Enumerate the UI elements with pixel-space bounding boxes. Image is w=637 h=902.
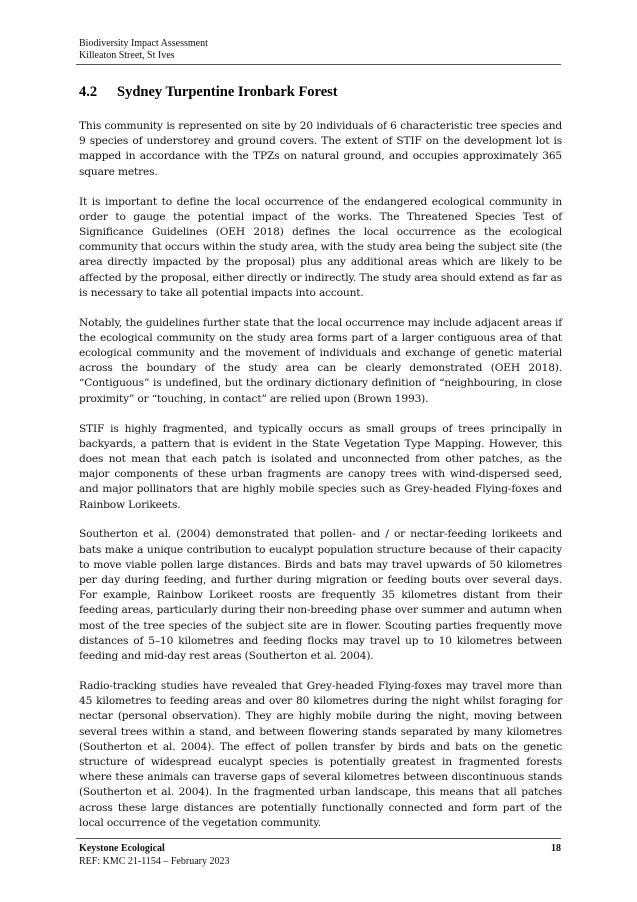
section-title: Sydney Turpentine Ironbark Forest — [117, 84, 338, 100]
page-number: 18 — [551, 843, 561, 854]
footer-divider — [76, 838, 561, 839]
paragraph-5: Southerton et al. (2004) demonstrated that pollen- and / or nectar-feeding lorikeets and bats make a unique contribution to eucalypt population structure because of their capacity to move viable pollen large distances. Birds and bats may travel upwards of 50 kilometres per day during feeding, and further during migration or feeding bouts over several days. For example, Rainbow Lorikeet roosts are frequently 35 kilometres distant from their feeding areas, particularly during their non-breeding phase over summer and autumn when most of the tree species of the subject site are in flower. Scouting parties frequently move distances of 5–10 kilometres and feeding flocks may travel up to 10 kilometres between feeding and mid-day rest areas (Southerton et al. 2004). — [79, 528, 562, 663]
paragraph-4: STIF is highly fragmented, and typically occurs as small groups of trees principally in backyards, a pattern that is evident in the State Vegetation Type Mapping. However, this does not mean that each patch is isolated and unconnected from other patches, as the major components of these urban fragments are canopy trees with wind-dispersed seed, and major pollinators that are highly mobile species such as Grey-headed Flying-foxes and Rainbow Lorikeets. — [79, 422, 562, 511]
footer-company: Keystone Ecological — [79, 843, 165, 854]
header-site-address: Killeaton Street, St Ives — [79, 50, 175, 61]
header-divider — [76, 64, 561, 65]
paragraph-2: It is important to define the local occurrence of the endangered ecological community in order to gauge the potential impact of the works. The Threatened Species Test of Significance Guidelines (OEH 2018) defines the local occurrence as the ecological community that occurs within the study area, with the study area being the subject site (the area directly impacted by the proposal) plus any additional areas which are likely to be affected by the proposal, either directly or indirectly. The study area should extend as far as is necessary to take all potential impacts into account. — [79, 195, 562, 299]
body-text — [79, 119, 562, 846]
paragraph-1: This community is represented on site by 20 individuals of 6 characteristic tree species and 9 species of understorey and ground covers. The extent of STIF on the development lot is mapped in accordance with the TPZs on natural ground, and occupies approximately 365 square metres. — [79, 120, 562, 178]
paragraph-3: Notably, the guidelines further state that the local occurrence may include adjacent areas if the ecological community on the study area forms part of a larger contiguous area of that ecological community and the movement of individuals and exchange of genetic material across the boundary of the study area can be clearly demonstrated (OEH 2018). “Contiguous” is undefined, but the ordinary dictionary definition of “neighbouring, in close proximity” or “touching, in contact” are relied upon (Brown 1993). — [79, 316, 562, 405]
paragraph-6: Radio-tracking studies have revealed that Grey-headed Flying-foxes may travel more than 45 kilometres to feeding areas and over 80 kilometres during the night whilst foraging for nectar (personal observation). They are highly mobile during the night, moving between several trees within a stand, and between flowering stands separated by many kilometres (Southerton et al. 2004). The effect of pollen transfer by birds and bats on the genetic structure of widespread eucalypt species is potentially greatest in fragmented forests where these animals can traverse gaps of several kilometres between discontinuous stands (Southerton et al. 2004). In the fragmented urban landscape, this means that all patches across these large distances are potentially functionally connected and form part of the local occurrence of the vegetation community. — [79, 679, 562, 829]
footer-reference: REF: KMC 21-1154 – February 2023 — [79, 856, 230, 867]
running-header — [79, 38, 208, 62]
section-number: 4.2 — [79, 84, 98, 100]
running-footer — [79, 842, 229, 868]
section-heading — [79, 84, 338, 101]
header-document-title: Biodiversity Impact Assessment — [79, 38, 208, 49]
